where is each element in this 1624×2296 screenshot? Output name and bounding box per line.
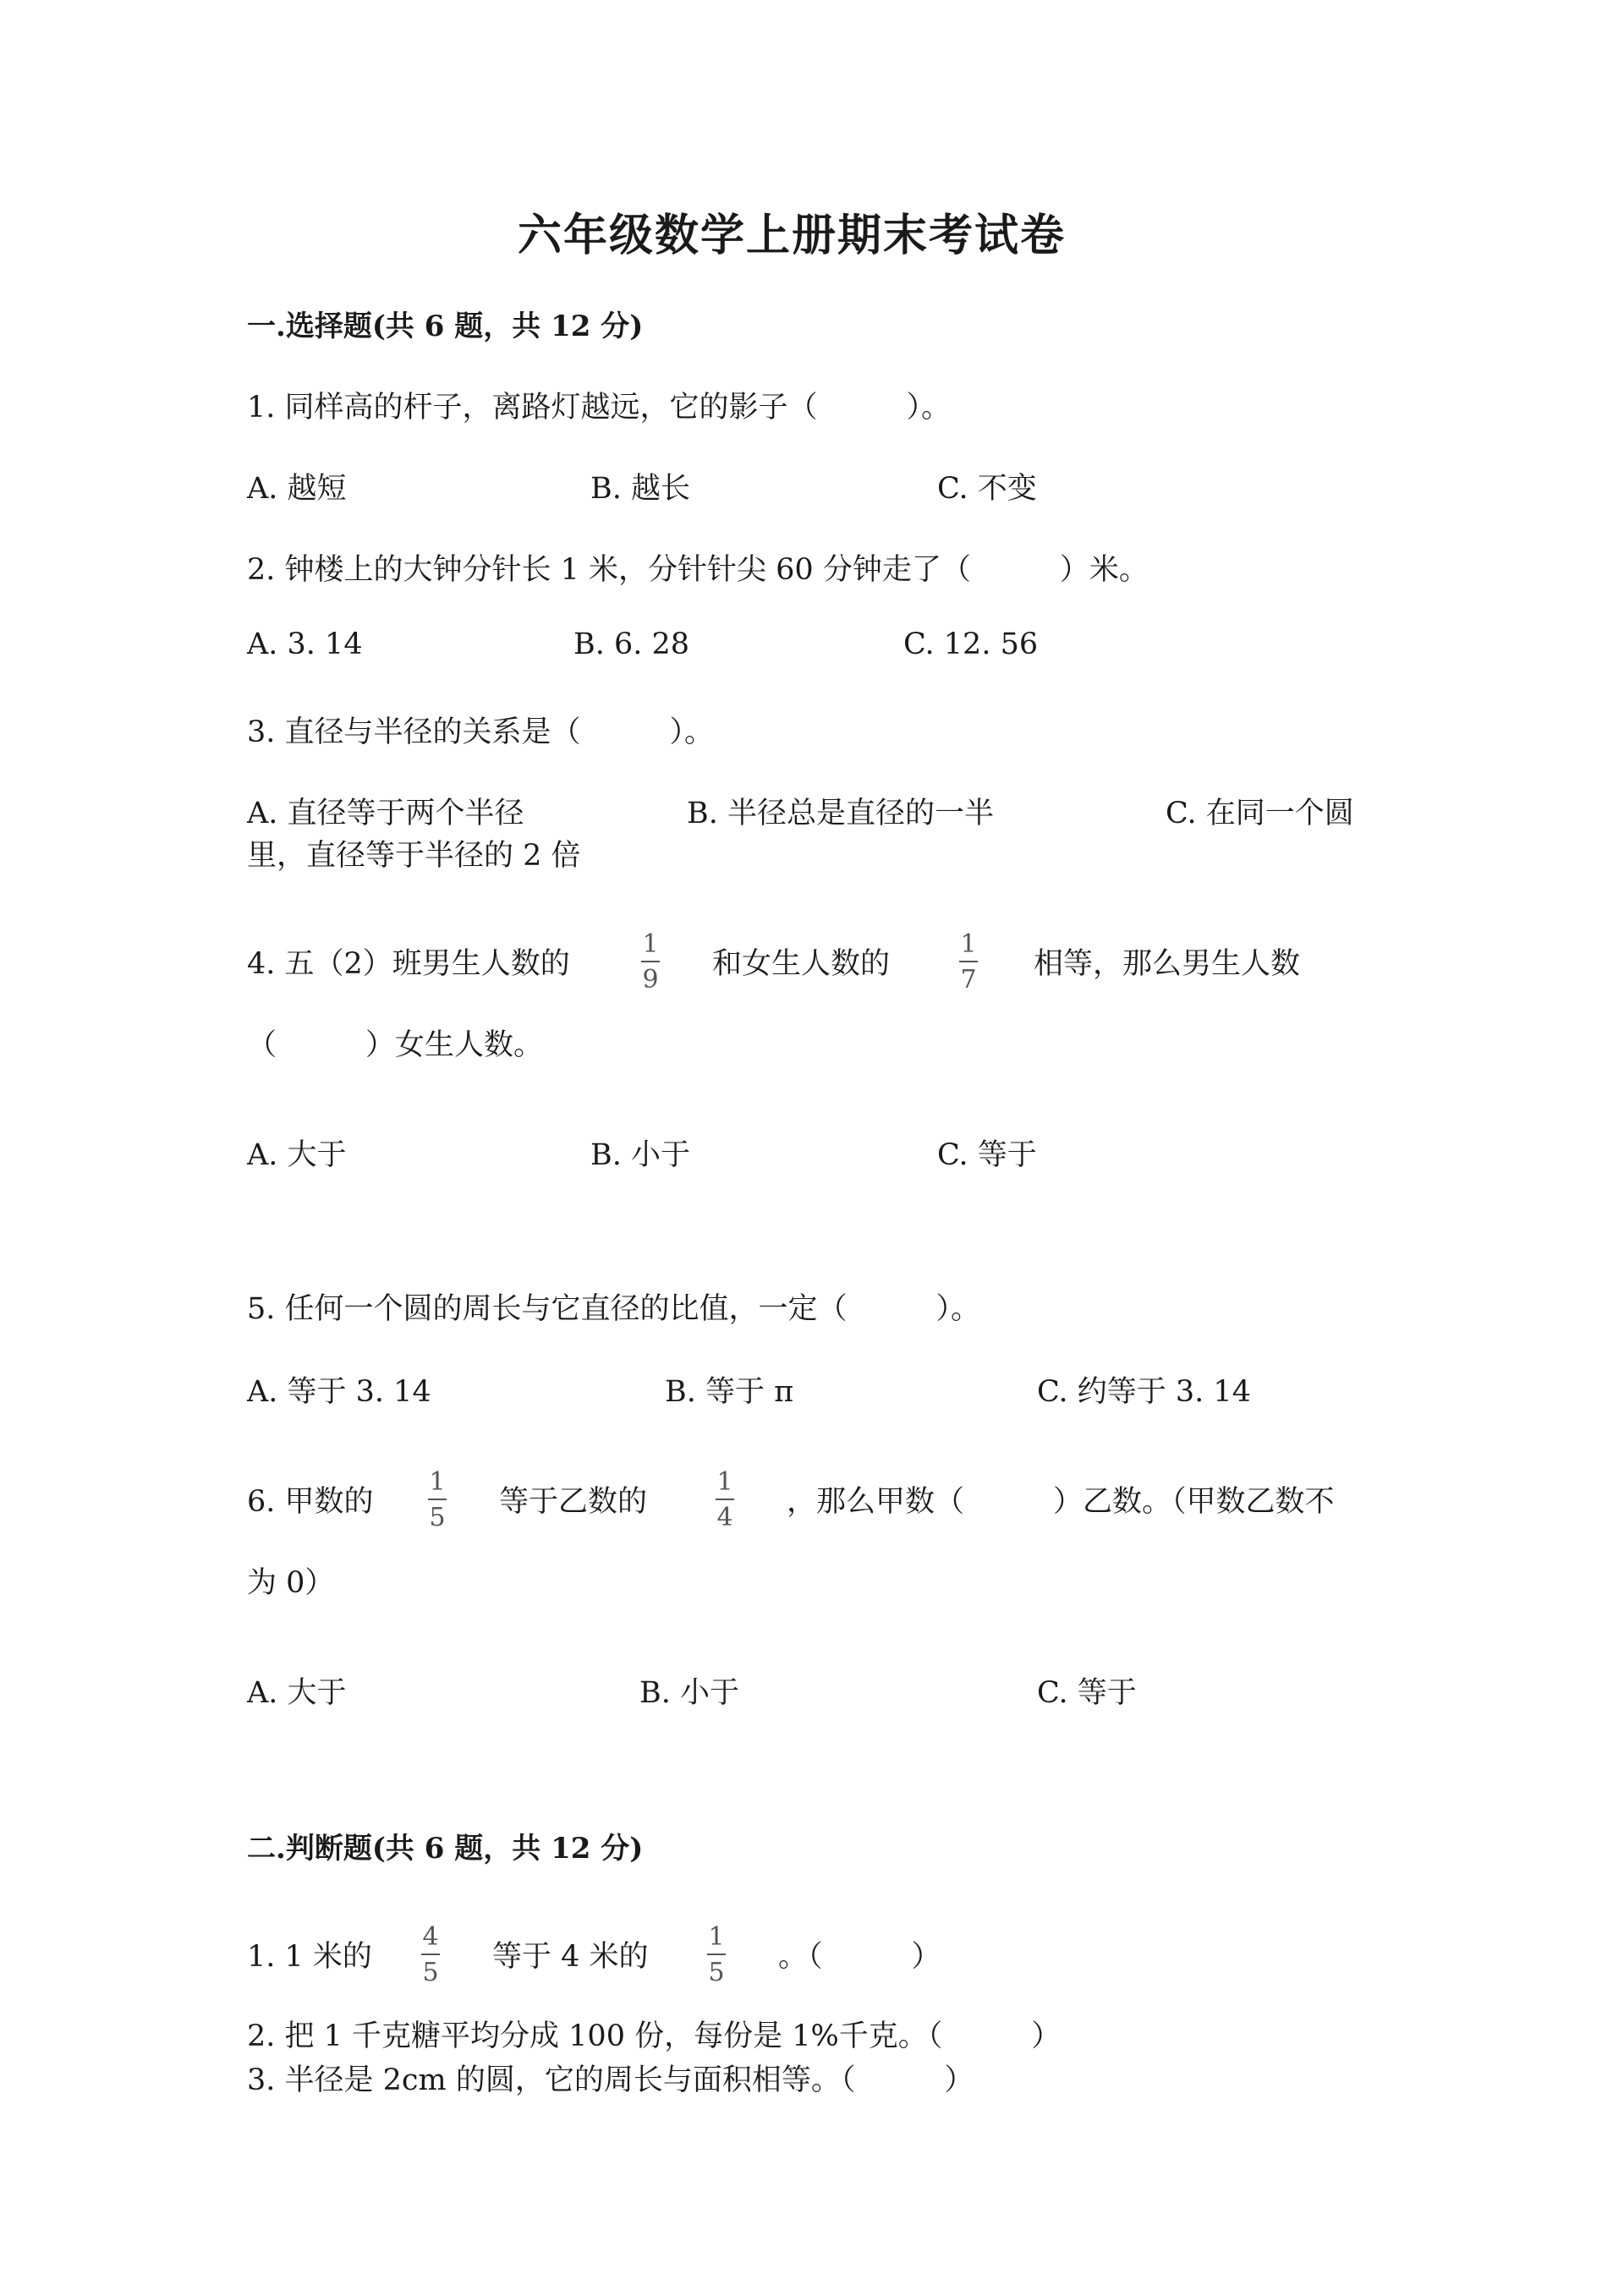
choice-question-1: 1. 同样高的杆子，离路灯越远，它的影子（ ）。 xyxy=(247,391,952,425)
fraction-bar xyxy=(707,1954,726,1955)
judgment-question-1-part2: 等于 4 米的 xyxy=(492,1940,649,1974)
judgment-question-3: 3. 半径是 2cm 的圆，它的周长与面积相等。（ ） xyxy=(247,2063,974,2097)
choice-question-6-line2: 为 0） xyxy=(247,1566,335,1600)
judgment-question-1-part3: 。（ ） xyxy=(778,1940,941,1974)
choice-q5-option-b: B. 等于 π xyxy=(665,1375,794,1409)
fraction-bar xyxy=(716,1499,734,1500)
choice-q4-option-c: C. 等于 xyxy=(937,1138,1037,1172)
section-heading-choice: 一.选择题(共 6 题，共 12 分) xyxy=(247,310,644,343)
choice-q2-option-c: C. 12. 56 xyxy=(903,627,1039,661)
page-title: 六年级数学上册期末考试卷 xyxy=(518,210,1067,261)
choice-q4-option-b: B. 小于 xyxy=(590,1138,690,1172)
choice-q4-option-a: A. 大于 xyxy=(247,1138,347,1172)
fraction-denominator: 9 xyxy=(642,965,659,995)
fraction-one-fifth-2 xyxy=(707,1922,726,1987)
judgment-question-1-part1: 1. 1 米的 xyxy=(247,1940,372,1974)
choice-q6-option-c: C. 等于 xyxy=(1037,1676,1137,1710)
fraction-one-fifth xyxy=(428,1467,447,1532)
choice-question-4-part2: 和女生人数的 xyxy=(712,947,891,981)
fraction-denominator: 7 xyxy=(960,965,977,995)
fraction-numerator: 1 xyxy=(960,929,977,959)
choice-q3-option-c: C. 在同一个圆 xyxy=(1166,797,1354,830)
judgment-question-2: 2. 把 1 千克糖平均分成 100 份，每份是 1%千克。（ ） xyxy=(247,2019,1062,2053)
fraction-numerator: 1 xyxy=(716,1467,733,1497)
choice-q5-option-a: A. 等于 3. 14 xyxy=(247,1375,431,1409)
fraction-bar xyxy=(641,961,660,962)
fraction-four-fifths xyxy=(421,1922,440,1987)
choice-q1-option-c: C. 不变 xyxy=(937,472,1037,506)
choice-question-6-part1: 6. 甲数的 xyxy=(247,1485,374,1519)
choice-question-3: 3. 直径与半径的关系是（ ）。 xyxy=(247,715,715,749)
choice-question-6-part2: 等于乙数的 xyxy=(499,1485,648,1519)
choice-question-4-part1: 4. 五（2）班男生人数的 xyxy=(247,947,570,981)
fraction-one-fourth xyxy=(716,1467,734,1532)
choice-q3-option-a: A. 直径等于两个半径 xyxy=(247,797,524,830)
choice-q3-option-c-continued: 里，直径等于半径的 2 倍 xyxy=(247,839,581,873)
fraction-numerator: 1 xyxy=(708,1922,725,1952)
fraction-bar xyxy=(421,1954,440,1955)
choice-question-4-part3: 相等，那么男生人数 xyxy=(1034,947,1301,981)
choice-q1-option-a: A. 越短 xyxy=(247,472,347,506)
choice-q6-option-a: A. 大于 xyxy=(247,1676,347,1710)
fraction-bar xyxy=(959,961,978,962)
choice-q2-option-a: A. 3. 14 xyxy=(247,627,363,661)
choice-question-4-line2: （ ）女生人数。 xyxy=(247,1028,544,1062)
choice-q5-option-c: C. 约等于 3. 14 xyxy=(1037,1375,1251,1409)
fraction-one-seventh xyxy=(959,929,978,995)
fraction-denominator: 5 xyxy=(708,1958,725,1987)
fraction-one-ninth xyxy=(641,929,660,995)
choice-question-5: 5. 任何一个圆的周长与它直径的比值，一定（ ）。 xyxy=(247,1292,981,1326)
fraction-numerator: 1 xyxy=(429,1467,446,1497)
fraction-denominator: 5 xyxy=(422,1958,439,1987)
choice-q2-option-b: B. 6. 28 xyxy=(573,627,690,661)
choice-q1-option-b: B. 越长 xyxy=(590,472,690,506)
section-heading-judgment: 二.判断题(共 6 题，共 12 分) xyxy=(247,1832,644,1866)
choice-question-6-part3: ，那么甲数（ ）乙数。（甲数乙数不 xyxy=(787,1485,1335,1519)
fraction-denominator: 5 xyxy=(429,1503,446,1532)
fraction-numerator: 1 xyxy=(642,929,659,959)
fraction-bar xyxy=(428,1499,447,1500)
fraction-denominator: 4 xyxy=(716,1503,733,1532)
choice-question-2: 2. 钟楼上的大钟分针长 1 米，分针针尖 60 分钟走了（ ）米。 xyxy=(247,553,1149,587)
fraction-numerator: 4 xyxy=(422,1922,439,1952)
choice-q3-option-b: B. 半径总是直径的一半 xyxy=(687,797,994,830)
choice-q6-option-b: B. 小于 xyxy=(639,1676,739,1710)
